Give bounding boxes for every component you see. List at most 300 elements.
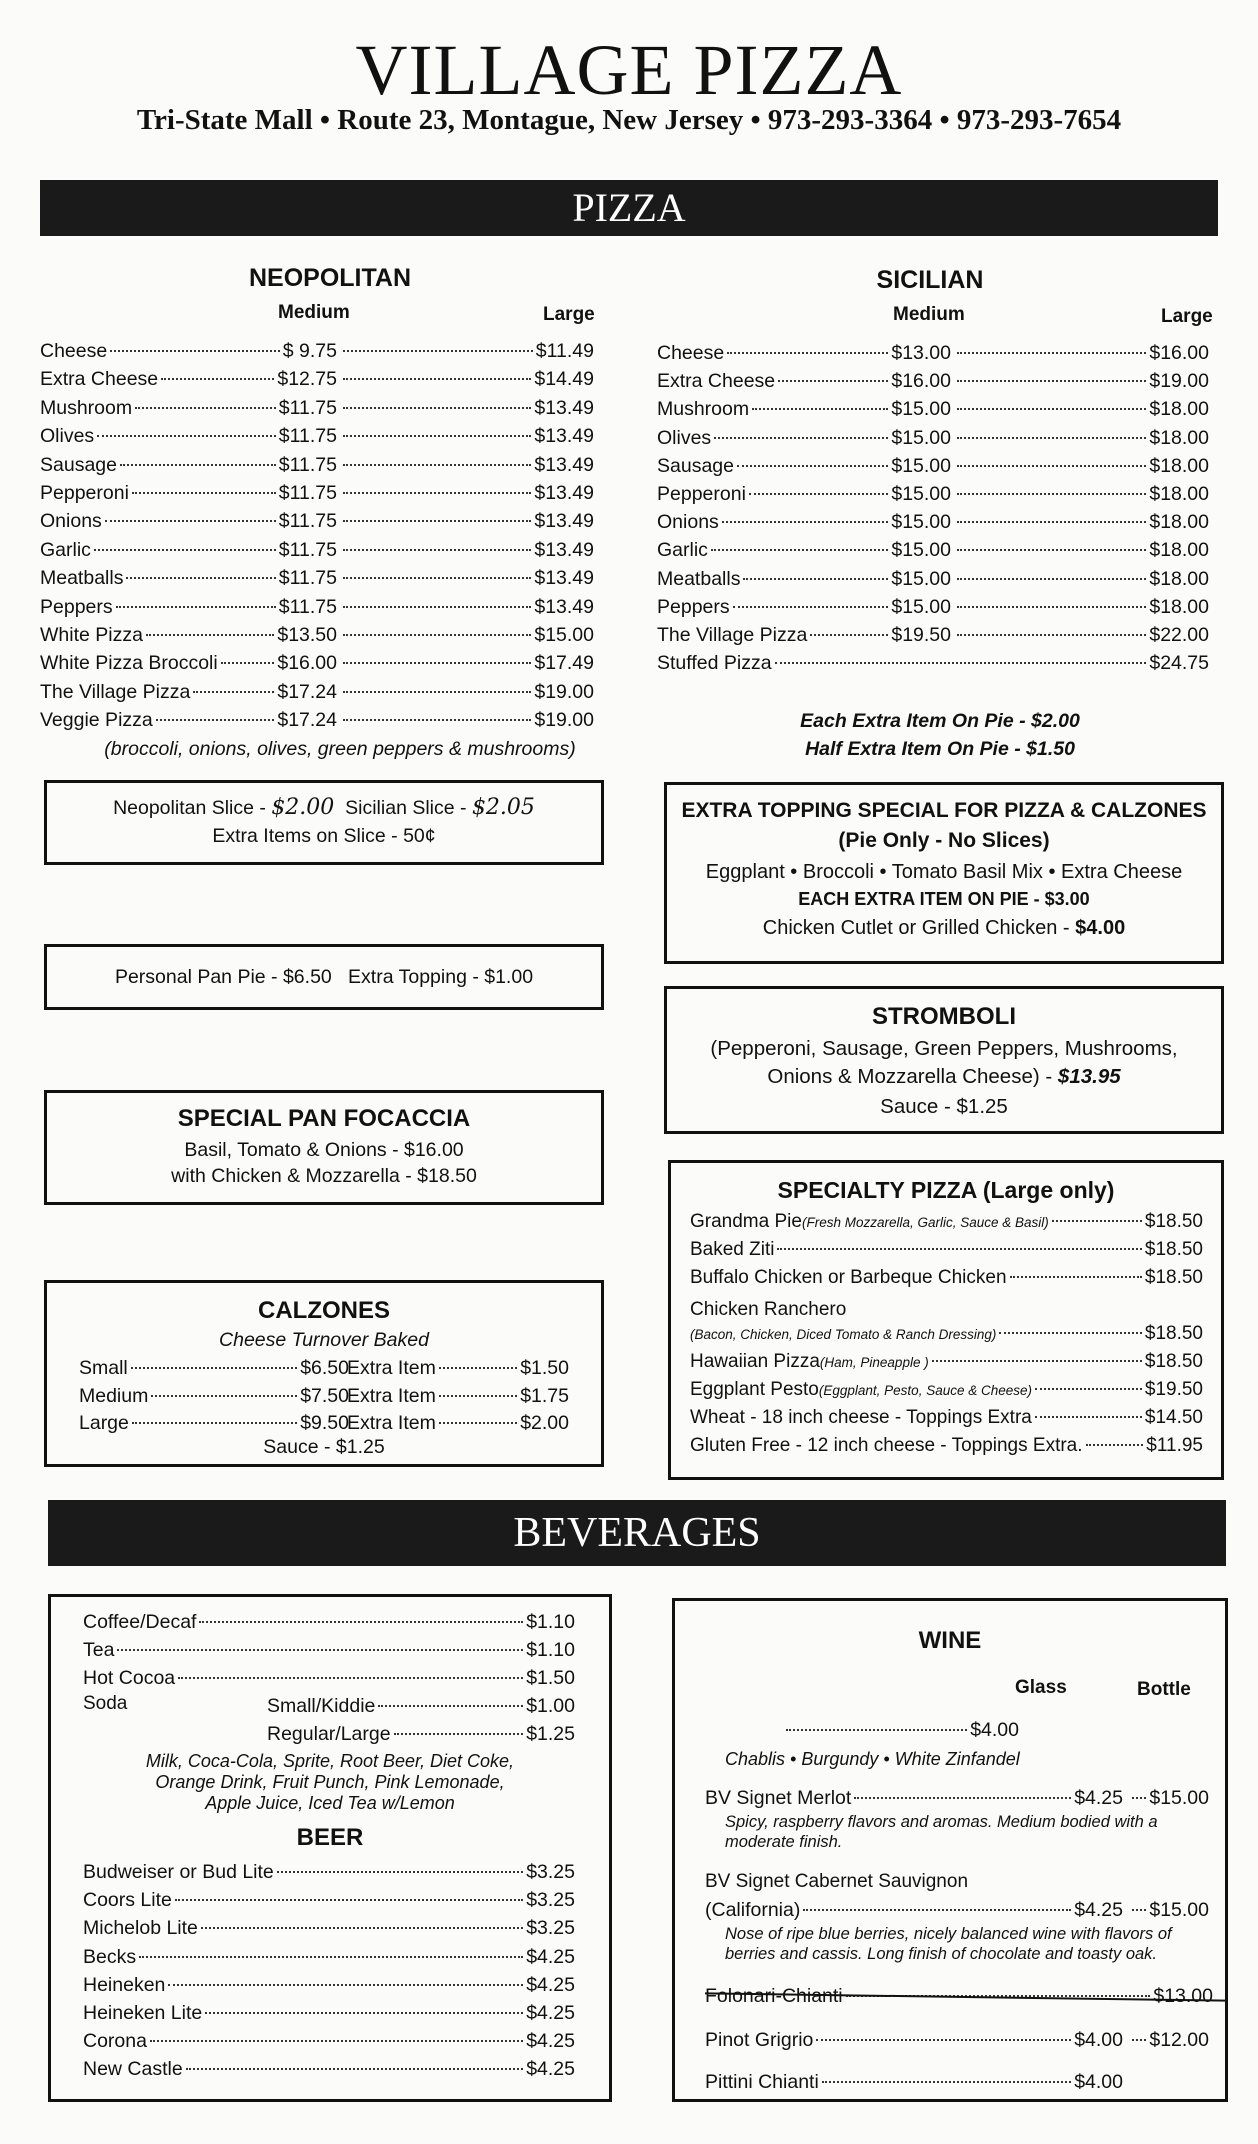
- neopolitan-item-10-label: White Pizza: [40, 624, 143, 646]
- leader-dots: [343, 407, 531, 409]
- beer-item-6-price: $4.25: [526, 2030, 575, 2053]
- neopolitan-item-0: [40, 340, 337, 367]
- soda-varieties-line-2: Apple Juice, Iced Tea w/Lemon: [205, 1793, 455, 1813]
- soda-varieties-line-1: Orange Drink, Fruit Punch, Pink Lemonade,: [155, 1772, 505, 1792]
- neopolitan-item-7-price: $11.75: [278, 538, 337, 561]
- focaccia-title: SPECIAL PAN FOCACCIA: [177, 1105, 471, 1132]
- specialty-item-0-desc: (Fresh Mozzarella, Garlic, Sauce & Basil): [801, 1215, 1049, 1230]
- sicilian-item-6-price: $15.00: [891, 511, 951, 534]
- sicilian-large-4-price: $18.00: [1149, 454, 1209, 477]
- neopolitan-item-1-label: Extra Cheese: [40, 368, 159, 391]
- leader-dots: [126, 577, 275, 579]
- cabernet-name: BV Signet Cabernet Sauvignon: [705, 1871, 969, 1892]
- sicilian-item-7-price: $15.00: [891, 539, 951, 562]
- beer-item-4: [83, 1974, 575, 2001]
- neopolitan-item-13-price: $17.24: [277, 709, 337, 732]
- leader-dots: [175, 1899, 523, 1901]
- drink-item-0: [83, 1611, 575, 1638]
- neopolitan-item-3-price: $11.75: [278, 425, 337, 448]
- leader-dots: [803, 1909, 1071, 1911]
- neopolitan-item-2: [40, 397, 337, 424]
- calzone-size-1-label: Medium: [79, 1384, 149, 1407]
- pinot-glass-price: $4.00: [1074, 2029, 1123, 2051]
- slice-extra-items: Extra Items on Slice - 50¢: [212, 825, 436, 847]
- sicilian-item-6-label: Onions: [657, 511, 719, 534]
- soda-small-label: Small/Kiddie: [267, 1695, 376, 1717]
- soda-label: Soda: [83, 1693, 128, 1714]
- neopolitan-heading: NEOPOLITAN: [248, 264, 412, 292]
- chicken-ranchero-label: Chicken Ranchero: [690, 1299, 847, 1320]
- sicilian-large-0: [954, 342, 1209, 369]
- leader-dots: [161, 378, 274, 380]
- veggie-pizza-note: (broccoli, onions, olives, green peppers & mushrooms): [104, 738, 576, 760]
- leader-dots: [343, 662, 531, 664]
- calzones-title: CALZONES: [258, 1297, 390, 1324]
- leader-dots: [343, 577, 531, 579]
- house-wine-varieties: Chablis • Burgundy • White Zinfandel: [725, 1749, 1020, 1769]
- stromboli-line-2-text: Onions & Mozzarella Cheese) -: [767, 1065, 1058, 1088]
- calzone-size-0: [79, 1357, 349, 1384]
- calzone-extra-1-price: $1.75: [520, 1384, 569, 1407]
- specialty-item-7-label: Gluten Free - 12 inch cheese - Toppings Extra.: [690, 1435, 1083, 1456]
- drinks-box: [48, 1594, 612, 2102]
- stromboli-price: $13.95: [1057, 1065, 1121, 1088]
- leader-dots: [786, 1729, 967, 1731]
- sicilian-large-2-price: $18.00: [1149, 398, 1209, 421]
- leader-dots: [151, 1395, 297, 1397]
- calzone-extra-2-label: Extra Item: [347, 1412, 436, 1434]
- beer-item-1-label: Coors Lite: [83, 1889, 172, 1912]
- leader-dots: [737, 465, 888, 467]
- leader-dots: [146, 634, 274, 636]
- neopolitan-item-13: [40, 709, 337, 736]
- neopolitan-item-6-label: Onions: [40, 510, 102, 533]
- specialty-item-0-price: $18.50: [1144, 1211, 1203, 1232]
- leader-dots: [1132, 1797, 1146, 1799]
- neopolitan-item-8: [40, 567, 337, 594]
- beer-item-6-label: Corona: [83, 2030, 147, 2053]
- leader-dots: [722, 521, 889, 523]
- neopolitan-slice-label: Neopolitan Slice -: [113, 797, 272, 819]
- sicilian-item-5-label: Pepperoni: [657, 483, 746, 505]
- leader-dots: [957, 578, 1146, 580]
- leader-dots: [110, 350, 280, 352]
- leader-dots: [714, 437, 888, 439]
- drink-item-2-price: $1.50: [526, 1667, 575, 1689]
- sicilian-large-header: Large: [1161, 306, 1213, 327]
- neopolitan-item-6: [40, 510, 337, 537]
- beer-item-0-price: $3.25: [526, 1861, 575, 1883]
- sicilian-item-7-label: Garlic: [657, 539, 708, 562]
- focaccia-line-1: Basil, Tomato & Onions - $16.00: [184, 1139, 464, 1161]
- leader-dots: [777, 1248, 1141, 1250]
- specialty-item-3: [690, 1323, 1203, 1350]
- soda-large-label: Regular/Large: [267, 1723, 391, 1745]
- neopolitan-large-9-price: $13.49: [534, 595, 594, 618]
- wine-box: [672, 1598, 1228, 2102]
- neopolitan-large-10: [340, 624, 594, 651]
- neopolitan-large-2-price: $13.49: [534, 396, 594, 419]
- leader-dots: [957, 549, 1146, 551]
- leader-dots: [343, 520, 531, 522]
- neopolitan-large-9: [340, 596, 594, 623]
- leader-dots: [343, 719, 531, 721]
- focaccia-box: [44, 1090, 604, 1205]
- neopolitan-item-10: [40, 624, 337, 651]
- house-wine-price: $4.00: [970, 1719, 1019, 1741]
- cabernet-row: [705, 1899, 1123, 1926]
- sicilian-slice-price: $2.05: [471, 795, 535, 820]
- leader-dots: [1035, 1388, 1142, 1390]
- sicilian-large-2: [954, 398, 1209, 425]
- calzones-box: [44, 1280, 604, 1467]
- sicilian-item-9-price: $15.00: [891, 595, 951, 618]
- beer-item-4-price: $4.25: [526, 1973, 575, 1996]
- neopolitan-large-4-price: $13.49: [534, 453, 594, 476]
- sicilian-large-10: [954, 624, 1209, 651]
- chicken-topping-label: Chicken Cutlet or Grilled Chicken -: [762, 917, 1076, 939]
- neopolitan-large-0-price: $11.49: [535, 340, 594, 362]
- leader-dots: [221, 662, 275, 664]
- leader-dots: [733, 606, 889, 608]
- neopolitan-large-12-price: $19.00: [534, 680, 594, 703]
- leader-dots: [135, 407, 276, 409]
- beer-item-5: [83, 2002, 575, 2029]
- leader-dots: [343, 691, 531, 693]
- extra-topping-items: Eggplant • Broccoli • Tomato Basil Mix • Extra Cheese: [705, 861, 1183, 883]
- sicilian-item-4-price: $15.00: [891, 454, 951, 477]
- drink-item-1: [83, 1639, 575, 1666]
- neopolitan-large-11: [340, 652, 594, 679]
- drink-item-2-label: Hot Cocoa: [83, 1667, 176, 1689]
- sicilian-large-5: [954, 483, 1209, 510]
- neopolitan-item-11: [40, 652, 337, 679]
- leader-dots: [343, 634, 531, 636]
- sicilian-large-9: [954, 596, 1209, 623]
- leader-dots: [1010, 1276, 1142, 1278]
- leader-dots: [822, 2081, 1071, 2083]
- leader-dots: [957, 634, 1146, 636]
- calzone-size-2-price: $9.50: [300, 1412, 349, 1434]
- neopolitan-item-0-price: $ 9.75: [282, 340, 337, 362]
- pittini-row: [705, 2071, 1123, 2098]
- calzone-extra-1: [347, 1385, 569, 1412]
- specialty-item-5: [690, 1379, 1203, 1406]
- neopolitan-item-6-price: $11.75: [278, 510, 337, 533]
- extra-item-price: Each Extra Item On Pie - $2.00: [800, 710, 1080, 732]
- neopolitan-large-3: [340, 425, 594, 452]
- neopolitan-item-5-label: Pepperoni: [40, 482, 129, 504]
- sicilian-large-1-price: $19.00: [1149, 370, 1209, 393]
- leader-dots: [116, 606, 276, 608]
- leader-dots: [150, 2040, 523, 2042]
- stuffed-pizza-row: [657, 652, 1209, 679]
- neopolitan-item-7: [40, 539, 337, 566]
- leader-dots: [193, 691, 274, 693]
- specialty-item-6-label: Wheat - 18 inch cheese - Toppings Extra: [690, 1407, 1032, 1428]
- sicilian-item-4: [657, 455, 951, 482]
- pinot-row: [705, 2029, 1123, 2056]
- calzone-size-2: [79, 1412, 349, 1439]
- leader-dots: [343, 549, 531, 551]
- sicilian-large-8-price: $18.00: [1149, 567, 1209, 590]
- leader-dots: [957, 521, 1146, 523]
- stromboli-box: [664, 986, 1224, 1134]
- house-wine-row: [783, 1719, 1019, 1746]
- cabernet-bottle-price: $15.00: [1149, 1899, 1209, 1921]
- neopolitan-item-11-price: $16.00: [277, 652, 337, 675]
- beer-item-5-label: Heineken Lite: [83, 2002, 203, 2024]
- neopolitan-item-4-label: Sausage: [40, 453, 117, 476]
- pinot-name: Pinot Grigrio: [705, 2029, 814, 2051]
- leader-dots: [178, 1677, 523, 1679]
- leader-dots: [131, 1367, 297, 1369]
- specialty-item-4-price: $18.50: [1144, 1351, 1203, 1372]
- leader-dots: [139, 1956, 523, 1958]
- stuffed-pizza-price: $24.75: [1149, 652, 1209, 674]
- sicilian-item-2: [657, 398, 951, 425]
- neopolitan-item-1: [40, 368, 337, 395]
- neopolitan-large-13-price: $19.00: [534, 709, 594, 732]
- leader-dots: [156, 719, 275, 721]
- sicilian-item-1: [657, 370, 951, 397]
- neopolitan-item-0-label: Cheese: [40, 340, 108, 362]
- calzone-extra-0: [347, 1357, 569, 1384]
- focaccia-line-2: with Chicken & Mozzarella - $18.50: [171, 1165, 477, 1187]
- leader-dots: [752, 408, 888, 410]
- leader-dots: [1052, 1220, 1142, 1222]
- beer-item-2-label: Michelob Lite: [83, 1917, 198, 1940]
- soda-large-price: $1.25: [526, 1723, 575, 1745]
- sicilian-item-10-label: The Village Pizza: [657, 624, 808, 646]
- neopolitan-item-5: [40, 482, 337, 509]
- wine-bottle-header: Bottle: [1137, 1679, 1191, 1700]
- leader-dots: [394, 1733, 524, 1735]
- personal-pan-box: [44, 944, 604, 1010]
- sicilian-item-0-price: $13.00: [891, 342, 951, 364]
- sicilian-item-10: [657, 624, 951, 651]
- sicilian-item-2-label: Mushroom: [657, 398, 750, 421]
- neopolitan-slice-price: $2.00: [271, 795, 335, 820]
- beer-item-4-label: Heineken: [83, 1973, 166, 1996]
- beer-item-3-price: $4.25: [526, 1945, 575, 1968]
- neopolitan-large-4: [340, 454, 594, 481]
- sicilian-medium-header: Medium: [893, 304, 965, 325]
- leader-dots: [132, 1422, 297, 1424]
- leader-dots: [343, 435, 531, 437]
- stromboli-line-2: [667, 1065, 1221, 1089]
- neopolitan-large-11-price: $17.49: [534, 652, 594, 675]
- neopolitan-item-12-price: $17.24: [277, 680, 337, 703]
- leader-dots: [439, 1367, 517, 1369]
- pizza-section-title: PIZZA: [572, 185, 686, 230]
- beer-item-6: [83, 2030, 575, 2057]
- personal-pan-topping: Extra Topping - $1.00: [348, 966, 534, 988]
- folonari-name: Folonari-Chianti: [705, 1985, 843, 2007]
- leader-dots: [957, 352, 1146, 354]
- sicilian-item-8-price: $15.00: [891, 567, 951, 590]
- pizza-section-banner: [40, 180, 1218, 236]
- beer-item-1-price: $3.25: [526, 1889, 575, 1912]
- beer-item-0-label: Budweiser or Bud Lite: [83, 1861, 274, 1883]
- sicilian-item-8-label: Meatballs: [657, 567, 741, 590]
- neopolitan-item-11-label: White Pizza Broccoli: [40, 652, 218, 675]
- wine-title: WINE: [918, 1627, 982, 1654]
- leader-dots: [343, 606, 531, 608]
- neopolitan-item-7-label: Garlic: [40, 538, 91, 561]
- neopolitan-item-8-price: $11.75: [278, 567, 337, 590]
- calzone-size-2-label: Large: [79, 1412, 129, 1434]
- specialty-item-5-label: Eggplant Pesto: [690, 1379, 819, 1400]
- beer-item-1: [83, 1889, 575, 1916]
- beverages-section-title: BEVERAGES: [513, 1510, 761, 1556]
- neopolitan-item-12: [40, 681, 337, 708]
- specialty-item-0-label: Grandma Pie: [690, 1211, 802, 1232]
- leader-dots: [999, 1332, 1141, 1334]
- neopolitan-large-header: Large: [543, 304, 595, 325]
- calzones-subtitle: Cheese Turnover Baked: [219, 1329, 429, 1351]
- soda-varieties-line-0: Milk, Coca-Cola, Sprite, Root Beer, Diet Coke,: [145, 1751, 515, 1771]
- leader-dots: [343, 378, 531, 380]
- sicilian-large-10-price: $22.00: [1149, 624, 1209, 646]
- restaurant-address: Tri-State Mall • Route 23, Montague, New Jersey • 973-293-3364 • 973-293-7654: [136, 104, 1122, 136]
- neopolitan-large-5-price: $13.49: [534, 482, 594, 504]
- leader-dots: [1132, 2039, 1146, 2041]
- neopolitan-item-4-price: $11.75: [278, 453, 337, 476]
- calzone-extra-0-price: $1.50: [520, 1357, 569, 1379]
- specialty-item-4-label: Hawaiian Pizza: [690, 1351, 820, 1372]
- neopolitan-item-3: [40, 425, 337, 452]
- sicilian-item-9: [657, 596, 951, 623]
- specialty-pizza-box: [668, 1160, 1224, 1480]
- neopolitan-large-8: [340, 567, 594, 594]
- stromboli-title: STROMBOLI: [872, 1003, 1016, 1030]
- cabernet-description-2: berries and cassis. Long finish of chocolate and toasty oak.: [725, 1945, 1158, 1963]
- extra-topping-title: EXTRA TOPPING SPECIAL FOR PIZZA & CALZONES: [681, 799, 1207, 822]
- beer-title: BEER: [296, 1824, 364, 1851]
- neopolitan-item-5-price: $11.75: [278, 482, 337, 504]
- stromboli-sauce: Sauce - $1.25: [880, 1095, 1008, 1118]
- leader-dots: [277, 1871, 523, 1873]
- calzone-extra-0-label: Extra Item: [347, 1357, 436, 1379]
- cabernet-bottle: [1129, 1899, 1209, 1926]
- leader-dots: [1086, 1444, 1144, 1446]
- beverages-section-banner: [48, 1500, 1226, 1566]
- calzone-size-0-label: Small: [79, 1357, 128, 1379]
- drink-item-1-label: Tea: [83, 1639, 115, 1661]
- leader-dots: [168, 1984, 523, 1986]
- neopolitan-large-1: [340, 368, 594, 395]
- leader-dots: [1132, 1909, 1146, 1911]
- leader-dots: [97, 435, 276, 437]
- half-extra-item-price: Half Extra Item On Pie - $1.50: [805, 738, 1075, 760]
- specialty-item-5-price: $19.50: [1144, 1379, 1203, 1400]
- sicilian-item-3-label: Olives: [657, 426, 712, 449]
- extra-topping-special-box: [664, 782, 1224, 964]
- drink-item-1-price: $1.10: [526, 1639, 575, 1661]
- cabernet-region: (California): [705, 1899, 801, 1921]
- sicilian-item-3: [657, 427, 951, 454]
- neopolitan-large-1-price: $14.49: [534, 368, 594, 391]
- wine-glass-header: Glass: [1015, 1677, 1067, 1698]
- sicilian-item-7: [657, 539, 951, 566]
- calzone-extra-1-label: Extra Item: [347, 1384, 436, 1407]
- leader-dots: [957, 380, 1146, 382]
- leader-dots: [343, 492, 531, 494]
- neopolitan-item-12-label: The Village Pizza: [40, 680, 191, 703]
- neopolitan-large-7: [340, 539, 594, 566]
- leader-dots: [186, 2068, 523, 2070]
- beer-item-0: [83, 1861, 575, 1888]
- neopolitan-item-4: [40, 454, 337, 481]
- calzone-extra-2: [347, 1412, 569, 1439]
- neopolitan-large-7-price: $13.49: [534, 538, 594, 561]
- specialty-item-4: [690, 1351, 1203, 1378]
- leader-dots: [816, 2039, 1071, 2041]
- specialty-item-2-label: Buffalo Chicken or Barbeque Chicken: [690, 1267, 1007, 1288]
- sicilian-heading: SICILIAN: [876, 266, 984, 294]
- chicken-topping-price: $4.00: [1075, 917, 1126, 939]
- neopolitan-item-8-label: Meatballs: [40, 567, 124, 590]
- specialty-item-1-price: $18.50: [1144, 1239, 1203, 1260]
- sicilian-item-4-label: Sausage: [657, 454, 734, 477]
- soda-small: [267, 1695, 575, 1722]
- neopolitan-item-3-label: Olives: [40, 425, 95, 448]
- sicilian-large-4: [954, 455, 1209, 482]
- pittini-name: Pittini Chianti: [705, 2071, 819, 2093]
- neopolitan-item-10-price: $13.50: [277, 624, 337, 646]
- merlot-description-1: Spicy, raspberry flavors and aromas. Medium bodied with a: [725, 1813, 1158, 1831]
- sicilian-large-7-price: $18.00: [1149, 539, 1209, 562]
- sicilian-item-1-label: Extra Cheese: [657, 370, 776, 393]
- neopolitan-large-2: [340, 397, 594, 424]
- merlot-description-2: moderate finish.: [725, 1833, 843, 1851]
- leader-dots: [343, 464, 531, 466]
- leader-dots: [727, 352, 888, 354]
- sicilian-large-0-price: $16.00: [1149, 342, 1209, 364]
- sicilian-item-5: [657, 483, 951, 510]
- sicilian-large-9-price: $18.00: [1149, 595, 1209, 618]
- personal-pan-pie: Personal Pan Pie - $6.50: [114, 966, 332, 988]
- neopolitan-item-9: [40, 596, 337, 623]
- beer-item-2-price: $3.25: [526, 1917, 575, 1940]
- leader-dots: [810, 634, 888, 636]
- merlot-bottle-price: $15.00: [1149, 1787, 1209, 1809]
- specialty-title: SPECIALTY PIZZA (Large only): [777, 1177, 1115, 1203]
- merlot-glass-price: $4.25: [1074, 1787, 1123, 1809]
- neopolitan-large-6: [340, 510, 594, 537]
- leader-dots: [105, 520, 276, 522]
- drink-item-0-label: Coffee/Decaf: [83, 1611, 197, 1633]
- specialty-item-3-price: $18.50: [1144, 1323, 1203, 1344]
- calzone-size-1-price: $7.50: [300, 1384, 349, 1407]
- leader-dots: [205, 2012, 523, 2014]
- specialty-item-3-desc: (Bacon, Chicken, Diced Tomato & Ranch Dressing): [690, 1327, 997, 1342]
- neopolitan-large-5: [340, 482, 594, 509]
- beer-item-2: [83, 1917, 575, 1944]
- sicilian-large-6: [954, 511, 1209, 538]
- neopolitan-item-2-price: $11.75: [278, 396, 337, 419]
- sicilian-large-1: [954, 370, 1209, 397]
- merlot-name: BV Signet Merlot: [705, 1787, 852, 1809]
- sicilian-slice-label: Sicilian Slice -: [345, 797, 472, 819]
- sicilian-large-7: [954, 539, 1209, 566]
- stromboli-line-1: (Pepperoni, Sausage, Green Peppers, Mushrooms,: [710, 1037, 1178, 1060]
- neopolitan-large-8-price: $13.49: [534, 567, 594, 590]
- calzones-sauce: Sauce - $1.25: [263, 1436, 385, 1458]
- sicilian-large-3-price: $18.00: [1149, 426, 1209, 449]
- soda-small-price: $1.00: [526, 1695, 575, 1717]
